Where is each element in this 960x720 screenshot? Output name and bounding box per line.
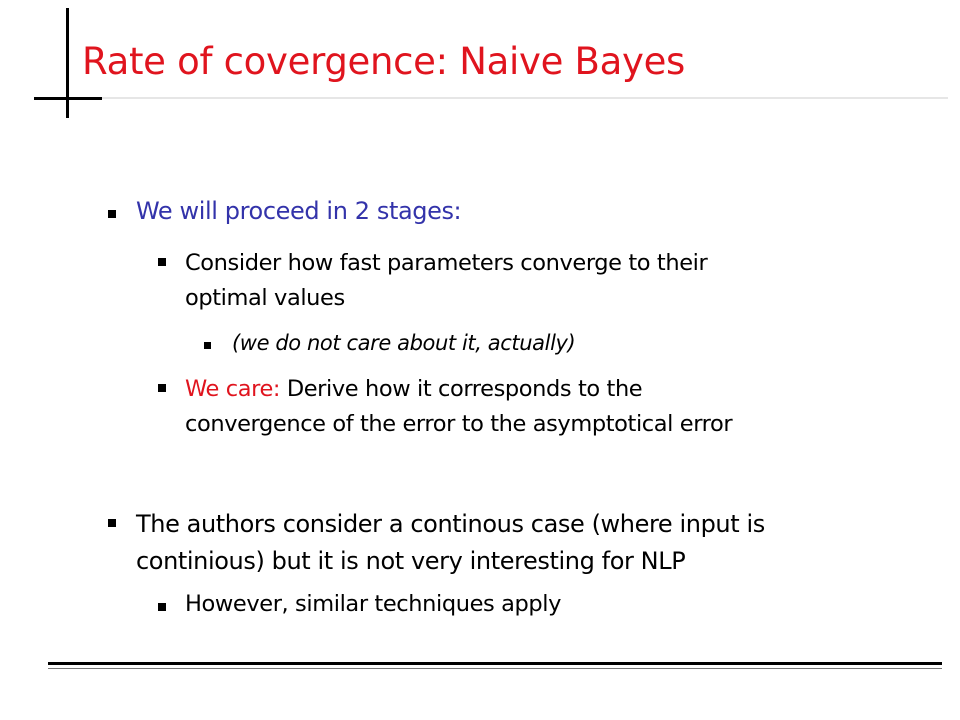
title-underline	[102, 97, 948, 99]
bullet-1-2-prefix: We care:	[185, 376, 281, 402]
title-decoration-horizontal-line	[34, 97, 102, 100]
title-decoration-vertical-line	[66, 8, 69, 118]
bullet-marker	[108, 210, 116, 218]
bullet-marker	[108, 519, 116, 527]
bullet-2-line1: The authors consider a continous case (where input is	[136, 510, 765, 538]
bullet-marker	[204, 342, 211, 349]
bullet-2-line2: continious) but it is not very interesting for NLP	[136, 547, 686, 575]
footer-divider-thin	[48, 668, 942, 669]
bullet-1-1-text	[185, 246, 707, 316]
bullet-1-2-line2: convergence of the error to the asymptotical error	[185, 411, 733, 437]
bullet-2-text	[136, 506, 765, 580]
footer-divider-thick	[48, 662, 942, 665]
bullet-1-1-1-text: (we do not care about it, actually)	[232, 331, 576, 355]
bullet-marker	[158, 258, 166, 266]
bullet-1-2-line1-rest: Derive how it corresponds to the	[280, 376, 643, 402]
bullet-marker	[158, 384, 166, 392]
bullet-2-1-text: However, similar techniques apply	[185, 591, 562, 617]
bullet-marker	[158, 603, 166, 611]
bullet-1-text: We will proceed in 2 stages:	[136, 197, 462, 225]
bullet-1-2-text	[185, 372, 732, 442]
slide-title: Rate of covergence: Naive Bayes	[82, 40, 686, 83]
bullet-1-1-line2: optimal values	[185, 285, 345, 311]
bullet-1-2-line1	[185, 372, 732, 407]
bullet-1-1-line1: Consider how fast parameters converge to their	[185, 250, 708, 276]
